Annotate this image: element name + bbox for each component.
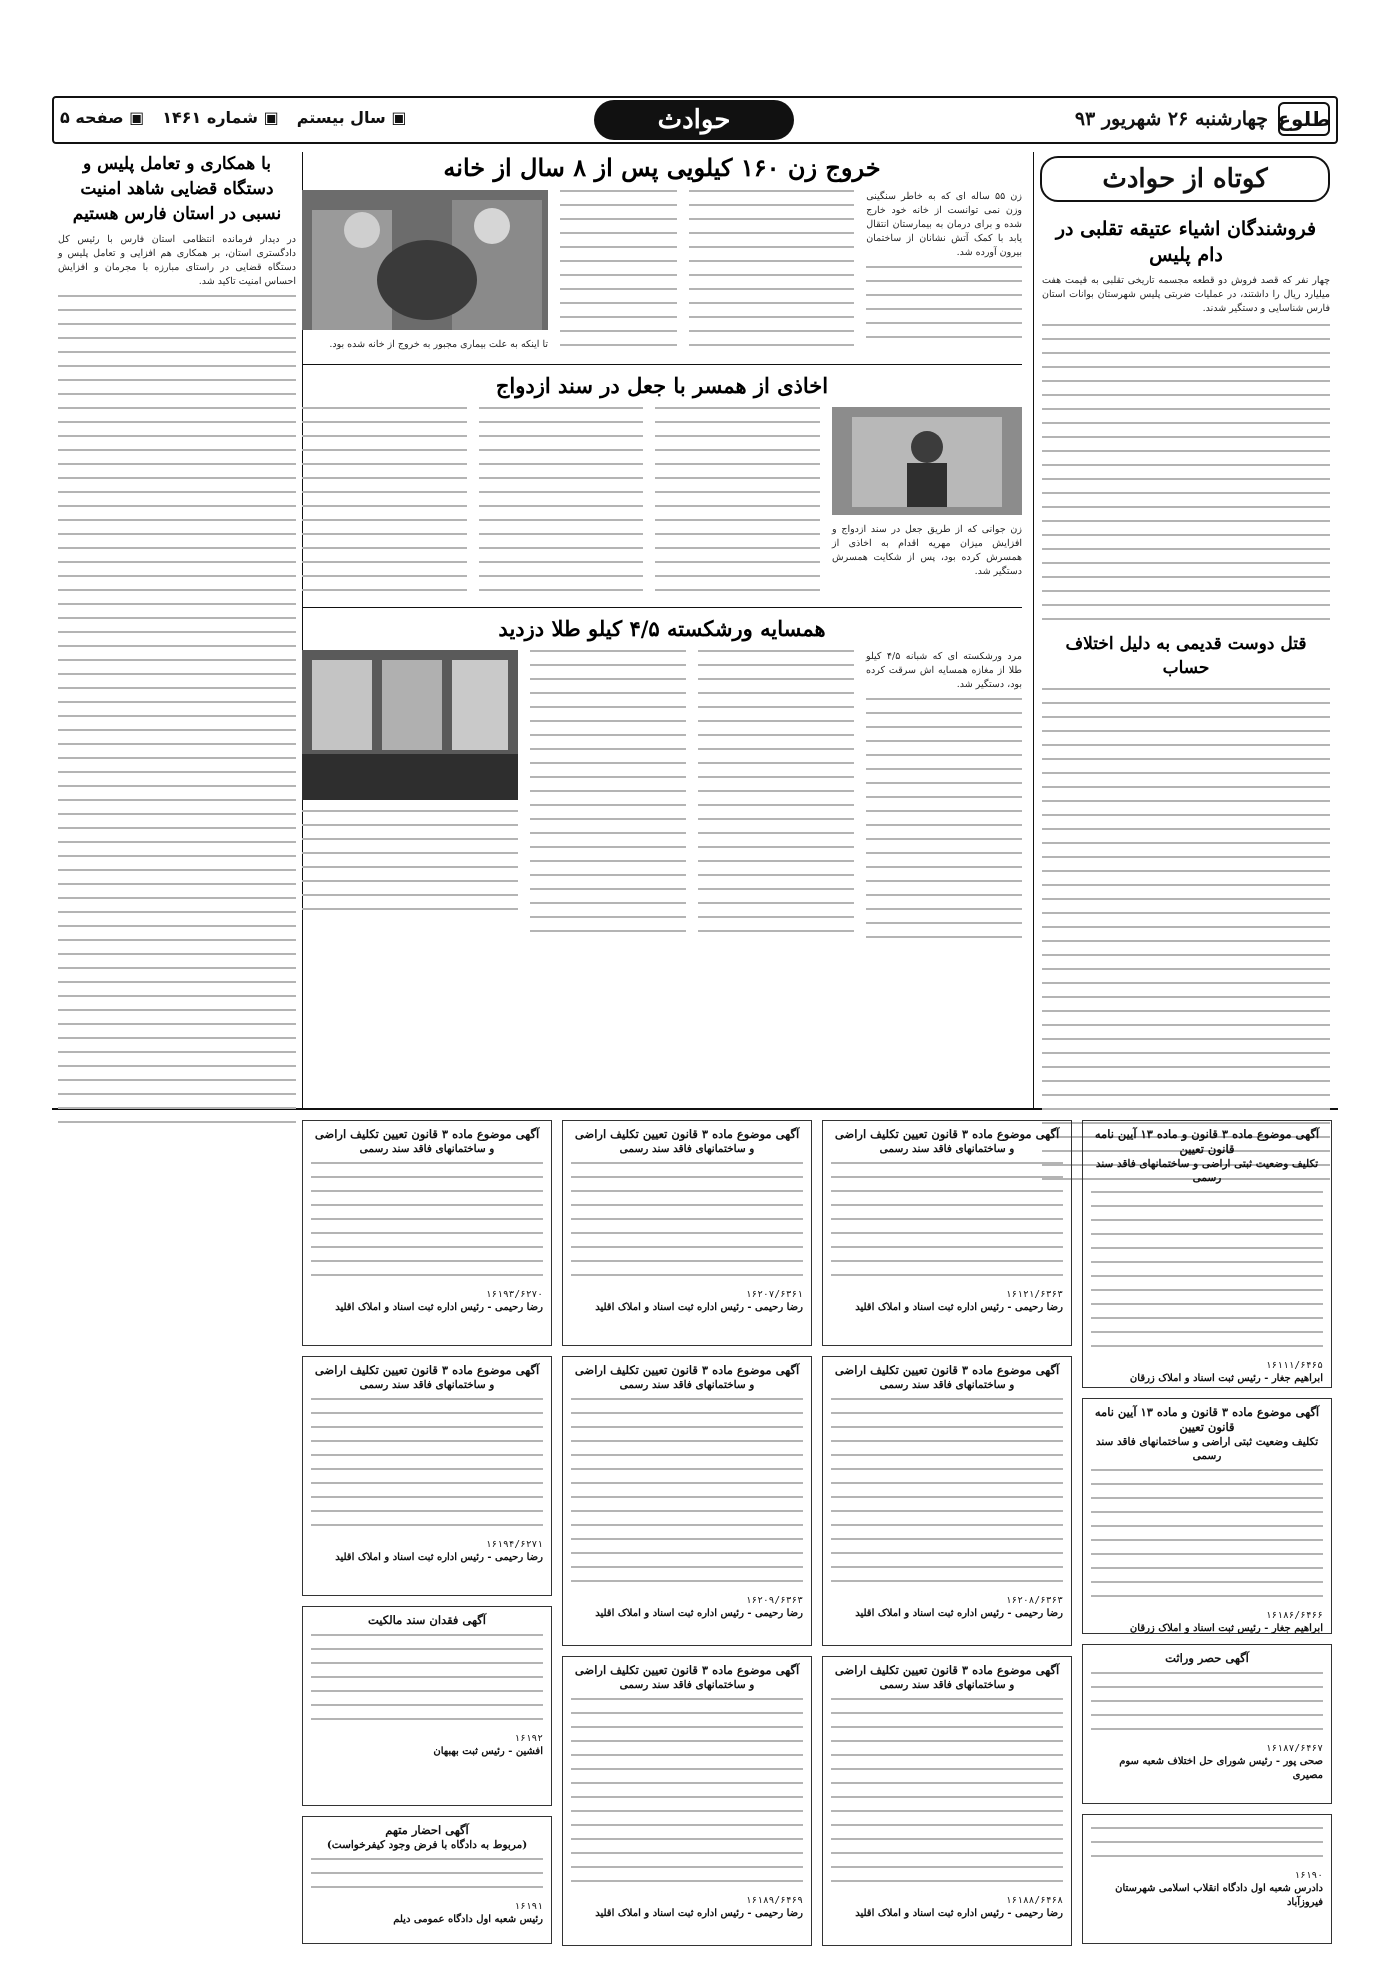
notice-body <box>1091 1191 1323 1347</box>
notice-title: آگهی موضوع ماده ۳ قانون تعیین تکلیف اراضی <box>314 1127 540 1141</box>
notice-subtitle: و ساختمانهای فاقد سند رسمی <box>619 1143 755 1155</box>
notice-code: ۱۶۲۰۸/۶۳۶۳ <box>1005 1595 1063 1606</box>
notice-body <box>311 1634 543 1720</box>
notice-title: آگهی موضوع ماده ۳ قانون تعیین تکلیف اراضی <box>834 1127 1060 1141</box>
notice-subtitle: و ساختمانهای فاقد سند رسمی <box>879 1379 1015 1391</box>
notice-signer: رضا رحیمی - رئیس اداره ثبت اسناد و املاک اقلید <box>335 1552 543 1563</box>
notice-code: ۱۶۱۹۱ <box>514 1901 543 1912</box>
notice-title: آگهی موضوع ماده ۳ قانون و ماده ۱۳ آیین نامه قانون تعیین <box>1094 1405 1320 1434</box>
notice-signer: رضا رحیمی - رئیس اداره ثبت اسناد و املاک اقلید <box>855 1908 1063 1919</box>
notice-body <box>311 1398 543 1526</box>
legal-notice <box>302 1816 552 1944</box>
legal-notice <box>1082 1644 1332 1804</box>
story-title: اخاذی از همسر با جعل در سند ازدواج <box>495 373 829 398</box>
story-lead: در دیدار فرمانده انتظامی استان فارس با رئیس کل دادگستری استان، بر همکاری هم افزایی و تعامل پلیس و دستگاه قضایی در راستای مبارزه با مجرمان و افزایش احساس امنیت تاکید شد. <box>58 234 296 287</box>
notice-signer: رئیس شعبه اول دادگاه عمومی دیلم <box>393 1914 543 1925</box>
notice-title: آگهی احضار متهم <box>385 1823 469 1837</box>
year-label: ▣ سال بیستم <box>297 108 407 127</box>
notice-signer: صحی پور - رئیس شورای حل اختلاف شعبه سوم مصیری <box>1119 1756 1323 1781</box>
story-title: با همکاری و تعامل پلیس و دستگاه قضایی شاهد امنیت نسبی در استان فارس هستیم <box>72 154 282 224</box>
notice-code: ۱۶۱۱۱/۶۴۶۵ <box>1265 1360 1323 1371</box>
issue-date: چهارشنبه ۲۶ شهریور ۹۳ <box>1074 108 1268 130</box>
notice-body <box>1091 1672 1323 1730</box>
notice-body <box>571 1698 803 1882</box>
short-news-column <box>1042 216 1330 1192</box>
notice-signer: رضا رحیمی - رئیس اداره ثبت اسناد و املاک اقلید <box>335 1302 543 1313</box>
story-title: فروشندگان اشیاء عتیقه تقلبی در دام پلیس <box>1055 218 1317 266</box>
story-body <box>1042 324 1330 620</box>
notice-subtitle: و ساختمانهای فاقد سند رسمی <box>619 1379 755 1391</box>
story-body <box>655 407 820 603</box>
story-body <box>58 295 296 1123</box>
story-title: قتل دوست قدیمی به دلیل اختلاف حساب <box>1065 634 1307 678</box>
legal-notice <box>302 1120 552 1346</box>
notice-code: ۱۶۱۹۳/۶۲۷۰ <box>485 1289 543 1300</box>
notice-title: آگهی موضوع ماده ۳ قانون تعیین تکلیف اراضی <box>574 1363 800 1377</box>
story-lead: چهار نفر که قصد فروش دو قطعه مجسمه تاریخی تقلبی به قیمت هفت میلیارد ریال را داشتند، در عملیات ضربتی پلیس شهرستان بوانات استان فارس شناسایی و دستگیر شدند. <box>1042 275 1330 314</box>
notice-body <box>1091 1469 1323 1597</box>
left-story <box>58 152 296 1135</box>
notice-subtitle: و ساختمانهای فاقد سند رسمی <box>879 1679 1015 1691</box>
story-body <box>302 407 467 603</box>
newspaper-logo: طلوع <box>1278 102 1330 136</box>
legal-notice <box>302 1356 552 1596</box>
notice-body <box>311 1162 543 1276</box>
story-lead: مرد ورشکسته ای که شبانه ۴/۵ کیلو طلا از مغازه همسایه اش سرقت کرده بود، دستگیر شد. <box>866 651 1022 690</box>
legal-notice <box>562 1656 812 1946</box>
notice-title: آگهی موضوع ماده ۳ قانون و ماده ۱۳ آیین نامه قانون تعیین <box>1094 1127 1320 1156</box>
notice-body <box>311 1858 543 1888</box>
newspaper-page <box>52 96 1338 1944</box>
notice-subtitle: (مربوط به دادگاه با فرض وجود کیفرخواست) <box>326 1839 528 1851</box>
column-rule <box>1033 152 1034 1110</box>
notice-subtitle: و ساختمانهای فاقد سند رسمی <box>359 1379 495 1391</box>
story-body <box>479 407 644 603</box>
legal-notice <box>302 1606 552 1806</box>
notice-code: ۱۶۱۸۹/۶۴۶۹ <box>745 1895 803 1906</box>
notice-code: ۱۶۱۸۸/۶۴۶۸ <box>1005 1895 1063 1906</box>
story-body <box>1042 688 1330 1180</box>
notice-signer: رضا رحیمی - رئیس اداره ثبت اسناد و املاک اقلید <box>855 1608 1063 1619</box>
notice-code: ۱۶۲۰۷/۶۳۶۱ <box>745 1289 803 1300</box>
notice-code: ۱۶۱۸۶/۶۴۶۶ <box>1265 1610 1323 1621</box>
notice-body <box>831 1398 1063 1582</box>
notice-signer: رضا رحیمی - رئیس اداره ثبت اسناد و املاک اقلید <box>855 1302 1063 1313</box>
legal-notice <box>1082 1120 1332 1388</box>
notice-body <box>571 1162 803 1276</box>
legal-notice <box>1082 1814 1332 1944</box>
notice-signer: ابراهیم جغار - رئیس ثبت اسناد و املاک زرقان <box>1129 1623 1323 1634</box>
notice-title: آگهی فقدان سند مالکیت <box>368 1613 486 1627</box>
notice-title: آگهی موضوع ماده ۳ قانون تعیین تکلیف اراضی <box>834 1663 1060 1677</box>
notice-signer: ابراهیم جغار - رئیس ثبت اسناد و املاک زرقان <box>1129 1373 1323 1384</box>
photo-caption: تا اینکه به علت بیماری مجبور به خروج از خانه شده بود. <box>329 339 548 350</box>
notice-code: ۱۶۲۰۹/۶۳۶۳ <box>745 1595 803 1606</box>
notice-code: ۱۶۱۲۱/۶۳۶۳ <box>1005 1289 1063 1300</box>
notice-code: ۱۶۱۹۴/۶۲۷۱ <box>485 1539 543 1550</box>
notice-subtitle: و ساختمانهای فاقد سند رسمی <box>619 1679 755 1691</box>
woman-photo <box>832 407 1022 515</box>
story-title: خروج زن ۱۶۰ کیلویی پس از ۸ سال از خانه <box>443 153 881 182</box>
notice-title: آگهی حصر وراثت <box>1165 1651 1249 1665</box>
rescue-photo <box>302 190 548 330</box>
page-number: ▣ صفحه ۵ <box>60 108 144 127</box>
story-body <box>689 190 854 358</box>
story-lead: زن جوانی که از طریق جعل در سند ازدواج و افزایش میزان مهریه اقدام به اخاذی از همسرش کرده بود، پس از شکایت همسرش دستگیر شد. <box>832 524 1022 577</box>
issue-number: ▣ شماره ۱۴۶۱ <box>162 108 278 127</box>
notice-subtitle: تکلیف وضعیت ثبتی اراضی و ساختمانهای فاقد سند رسمی <box>1095 1158 1319 1184</box>
notice-code: ۱۶۱۹۰ <box>1294 1870 1323 1881</box>
notice-body <box>1091 1827 1323 1857</box>
story-body <box>530 650 686 950</box>
legal-notice <box>562 1356 812 1646</box>
notice-body <box>831 1698 1063 1882</box>
masthead-right <box>1075 102 1330 136</box>
legal-notice <box>562 1120 812 1346</box>
notice-title: آگهی موضوع ماده ۳ قانون تعیین تکلیف اراضی <box>574 1127 800 1141</box>
notice-body <box>571 1398 803 1582</box>
legal-notice <box>1082 1398 1332 1634</box>
legal-notice <box>822 1656 1072 1946</box>
notice-body <box>831 1162 1063 1276</box>
notice-signer: افشین - رئیس ثبت بهبهان <box>433 1746 543 1757</box>
notice-signer: رضا رحیمی - رئیس اداره ثبت اسناد و املاک اقلید <box>595 1608 803 1619</box>
notice-code: ۱۶۱۹۲ <box>514 1733 543 1744</box>
notice-signer: دادرس شعبه اول دادگاه انقلاب اسلامی شهرستان فیروزآباد <box>1115 1883 1323 1908</box>
short-news-banner: کوتاه از حوادث <box>1040 156 1330 202</box>
jewelry-shop-photo <box>302 650 518 800</box>
notice-signer: رضا رحیمی - رئیس اداره ثبت اسناد و املاک اقلید <box>595 1302 803 1313</box>
story-body <box>698 650 854 950</box>
notice-subtitle: تکلیف وضعیت ثبتی اراضی و ساختمانهای فاقد سند رسمی <box>1095 1436 1319 1462</box>
notice-subtitle: و ساختمانهای فاقد سند رسمی <box>359 1143 495 1155</box>
main-story <box>302 152 1022 950</box>
legal-notice <box>822 1356 1072 1646</box>
notice-title: آگهی موضوع ماده ۳ قانون تعیین تکلیف اراضی <box>314 1363 540 1377</box>
masthead <box>52 96 1338 144</box>
masthead-left <box>60 108 406 127</box>
story-lead: زن ۵۵ ساله ای که به خاطر سنگینی وزن نمی توانست از خانه خود خارج شده و برای درمان به بیمارستان انتقال یابد با کمک آتش نشانان از ساختمان بیرون آورده شد. <box>866 191 1022 258</box>
notice-title: آگهی موضوع ماده ۳ قانون تعیین تکلیف اراضی <box>574 1663 800 1677</box>
story-body <box>560 190 677 358</box>
notice-code: ۱۶۱۸۷/۶۴۶۷ <box>1265 1743 1323 1754</box>
notice-subtitle: و ساختمانهای فاقد سند رسمی <box>879 1143 1015 1155</box>
section-title: حوادث <box>594 100 794 140</box>
legal-notice <box>822 1120 1072 1346</box>
notice-signer: رضا رحیمی - رئیس اداره ثبت اسناد و املاک اقلید <box>595 1908 803 1919</box>
notice-title: آگهی موضوع ماده ۳ قانون تعیین تکلیف اراضی <box>834 1363 1060 1377</box>
story-title: همسایه ورشکسته ۴/۵ کیلو طلا دزدید <box>498 616 826 641</box>
